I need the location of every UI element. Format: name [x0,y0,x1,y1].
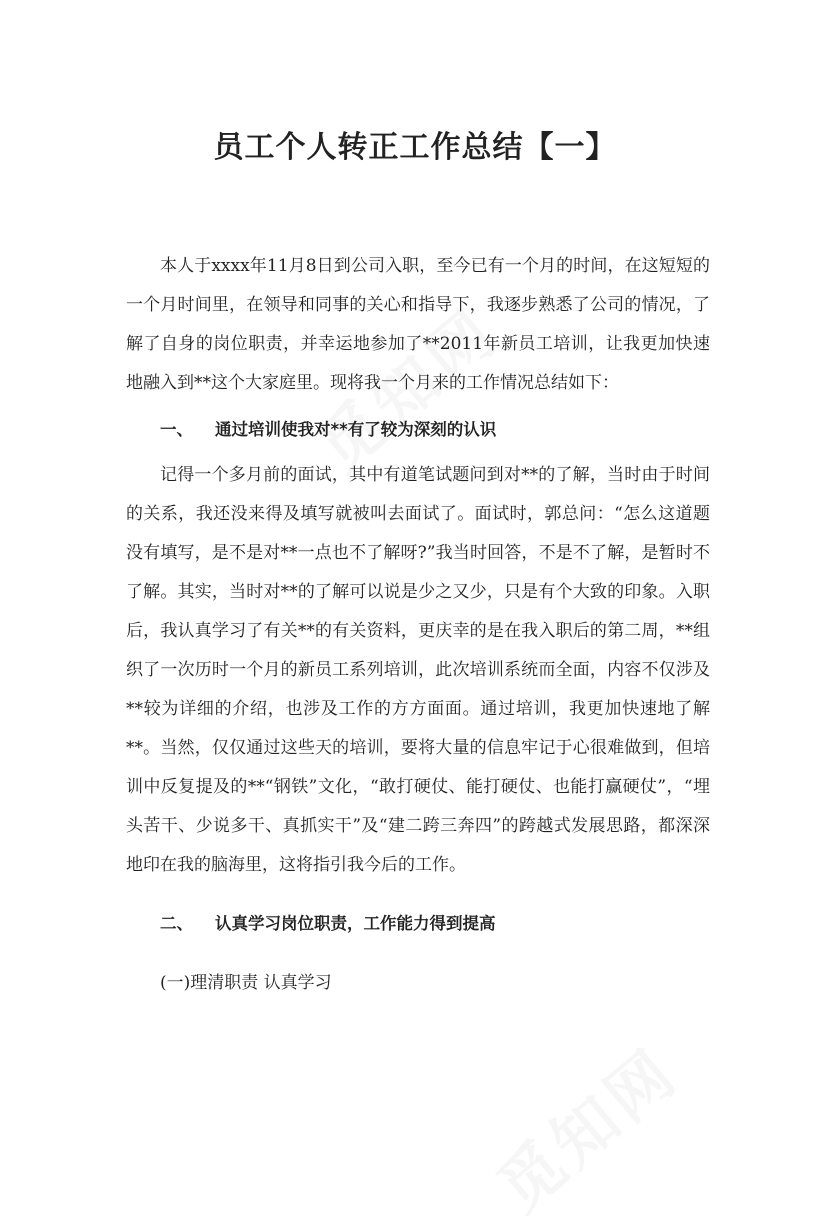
document-title: 员工个人转正工作总结【一】 [213,130,617,165]
section-heading-text: 认真学习岗位职责，工作能力得到提高 [215,914,496,933]
section-heading-1 [126,403,710,456]
section-number: 一、 [160,420,193,439]
subsection-heading: (一)理清职责 认真学习 [160,973,332,993]
section-heading-2 [126,897,710,950]
section-number: 二、 [160,914,193,933]
watermark [475,1023,695,1228]
intro-paragraph: 本人于xxxx年11月8日到公司入职，至今已有一个月的时间，在这短短的一个月时间里，在领导和同事的关心和指导下，我逐步熟悉了公司的情况，了解了自身的岗位职责，并幸运地参加了**2011年新员工培训，让我更加快速地融入到**这个大家庭里。现将我一个月来的工作情况总结如下： [126,256,710,393]
section-heading-text: 通过培训使我对**有了较为深刻的认识 [215,420,497,439]
document-body [126,247,710,1003]
training-paragraph: 记得一个多月前的面试，其中有道笔试题问到对**的了解，当时由于时间的关系，我还没来得及填写就被叫去面试了。面试时，郭总问：“怎么这道题没有填写，是不是对**一点也不了解呀?”我当时回答，不是不了解，是暂时不了解。其实，当时对**的了解可以说是少之又少，只是有个大致的印象。入职后，我认真学习了有关**的有关资料，更庆幸的是在我入职后的第二周，**组织了一次历时一个月的新员工系列培训，此次培训系统而全面，内容不仅涉及**较为详细的介绍，也涉及工作的方方面面。通过培训，我更加快速地了解**。当然，仅仅通过这些天的培训，要将大量的信息牢记于心很难做到，但培训中反复提及的**“钢铁”文化，“敢打硬仗、能打硬仗、也能打赢硬仗”，“埋头苦干、少说多干、真抓实干”及“建二跨三奔四”的跨越式发展思路，都深深地印在我的脑海里，这将指引我今后的工作。 [126,465,710,875]
